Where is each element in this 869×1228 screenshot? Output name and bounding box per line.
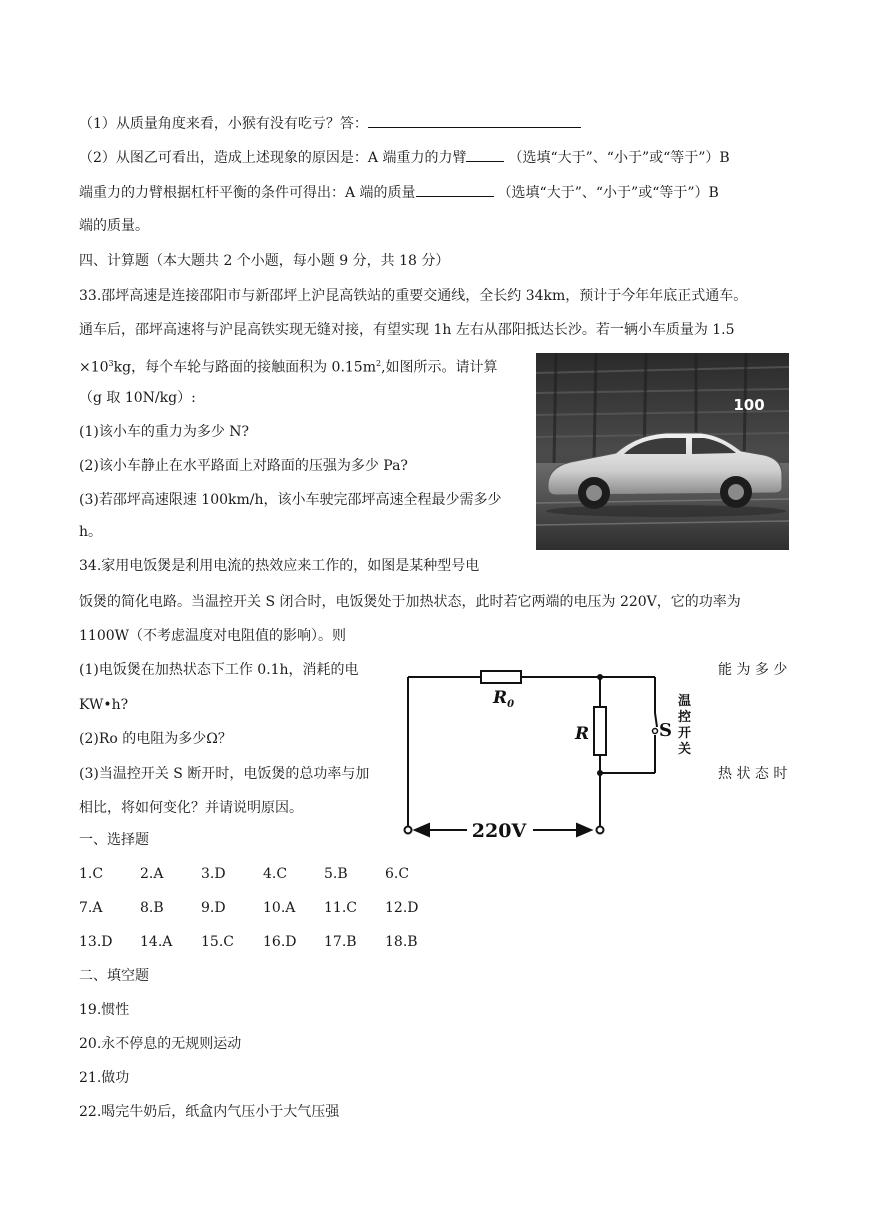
r0-label-main: R [493,688,508,708]
q32-part2-line2 [79,182,719,203]
voltage-arrow-right-head [577,824,591,836]
q32-part1 [79,113,581,134]
q32-part2-line1 [79,147,730,168]
speed-sign-text: 100 [733,396,765,414]
q32-part2-text-a: （2）从图乙可看出，造成上述现象的原因是：A 端重力的力臂 [79,150,467,166]
q34-line1: 34.家用电饭煲是利用电流的热效应来工作的，如图是某种型号电 [79,558,480,574]
answer-blank[interactable] [466,147,504,162]
q33-request-text: ,如图所示。请计算 [381,359,498,376]
answer-item: 12.D [385,900,419,916]
switch-label-char-1: 温 [678,694,692,709]
answer-20: 20.永不停息的无规则运动 [79,1036,242,1052]
q34-sub3-cont: 相比，将如何变化？并请说明原因。 [79,800,303,816]
voltage-label: 220V [471,820,527,840]
q33-exponent: 3 [108,359,114,368]
answers-section1-heading: 一、选择题 [79,832,149,848]
q32-part2-text-b: （选填“大于”、“小于”或“等于”）B [508,150,730,166]
q33-area-exponent: 2 [375,359,382,368]
switch-contact [653,729,658,734]
q33-line1: 33.邵坪高速是连接邵阳市与新邵坪上沪昆高铁站的重要交通线，全长约 34km，预计于今年年底正式通车。 [79,288,748,304]
section-heading-calc: 四、计算题（本大题共 2 个小题，每小题 9 分，共 18 分） [79,253,450,269]
q34-sub3: (3)当温控开关 S 断开时，电饭煲的总功率与加 [79,766,370,782]
resistor-r0 [481,671,521,683]
q33-sub3: (3)若邵坪高速限速 100km/h，该小车驶完邵坪高速全程最少需多少 [79,492,502,508]
answer-item: 9.D [201,900,226,916]
answer-item: 2.A [140,866,164,882]
answer-item: 18.B [385,934,418,950]
q33-line3 [79,354,498,378]
answer-blank[interactable] [368,113,581,128]
answer-item: 3.D [201,866,226,882]
answer-blank[interactable] [416,182,494,197]
circuit-diagram [395,655,695,840]
q34-sub1-tail: 能 为 多 少 [718,662,788,678]
answer-item: 7.A [79,900,103,916]
answer-item: 8.B [140,900,164,916]
q34-line2: 饭煲的简化电路。当温控开关 S 闭合时，电饭煲处于加热状态，此时若它两端的电压为 220V，它的功率为 [79,594,741,610]
switch-label-char-2: 控 [678,710,692,725]
car-photo [536,353,789,550]
answer-item: 15.C [201,934,234,950]
answer-21: 21.做功 [79,1070,130,1086]
q33-mass-text: kg，每个车轮与路面的接触面积为 0.15m [113,359,376,376]
q32-part2-text-d: （选填“大于”、“小于”或“等于”）B [497,185,719,201]
answer-item: 16.D [263,934,297,950]
answers-section2-heading: 二、填空题 [79,968,149,984]
answer-item: 10.A [263,900,296,916]
q32-part2-line3: 端的质量。 [79,218,149,234]
car-photo-illustration [536,353,789,550]
q33-line2: 通车后，邵坪高速将与沪昆高铁实现无缝对接，有望实现 1h 左右从邵阳抵达长沙。若一辆小车质量为 1.5 [79,322,735,338]
switch-s-label: S [659,720,672,741]
voltage-arrow-left-head [415,824,429,836]
answer-19: 19.惯性 [79,1002,130,1018]
q32-part2-text-c: 端重力的力臂根据杠杆平衡的条件可得出：A 端的质量 [79,185,416,201]
q32-part1-text: （1）从质量角度来看，小猴有没有吃亏？答： [79,116,368,132]
answer-item: 17.B [324,934,357,950]
junction-top [597,674,603,680]
q33-mass-prefix: ×10 [79,359,109,376]
r0-label-sub: 0 [507,699,515,710]
terminal-right [597,827,604,834]
q34-sub2: (2)Ro 的电阻为多少Ω？ [79,731,232,747]
r0-label [492,688,514,710]
answer-item: 14.A [140,934,173,950]
q33-sub1: (1)该小车的重力为多少 N? [79,424,250,440]
answer-item: 5.B [324,866,348,882]
q33-sub2: (2)该小车静止在水平路面上对路面的压强为多少 Pa? [79,458,408,474]
q33-sub3-cont: h。 [79,524,103,540]
answer-item: 4.C [263,866,288,882]
resistor-r [594,707,606,755]
answer-item: 1.C [79,866,104,882]
q34-line3: 1100W（不考虑温度对电阻值的影响）。则 [79,628,347,644]
q33-line4: （g 取 10N/kg）: [79,390,196,406]
answer-item: 11.C [324,900,357,916]
terminal-left [405,827,412,834]
q34-sub1: (1)电饭煲在加热状态下工作 0.1h，消耗的电 [79,662,359,678]
r-label: R [575,724,590,744]
q34-sub3-tail: 热 状 态 时 [718,766,788,782]
switch-label-char-3: 开 [678,726,692,741]
q34-sub1-cont: KW•h? [79,697,129,713]
answer-item: 13.D [79,934,113,950]
answer-item: 6.C [385,866,410,882]
switch-blade [655,713,657,727]
switch-label-char-4: 关 [678,742,692,757]
junction-bottom [597,770,603,776]
answer-22: 22.喝完牛奶后，纸盒内气压小于大气压强 [79,1104,340,1120]
